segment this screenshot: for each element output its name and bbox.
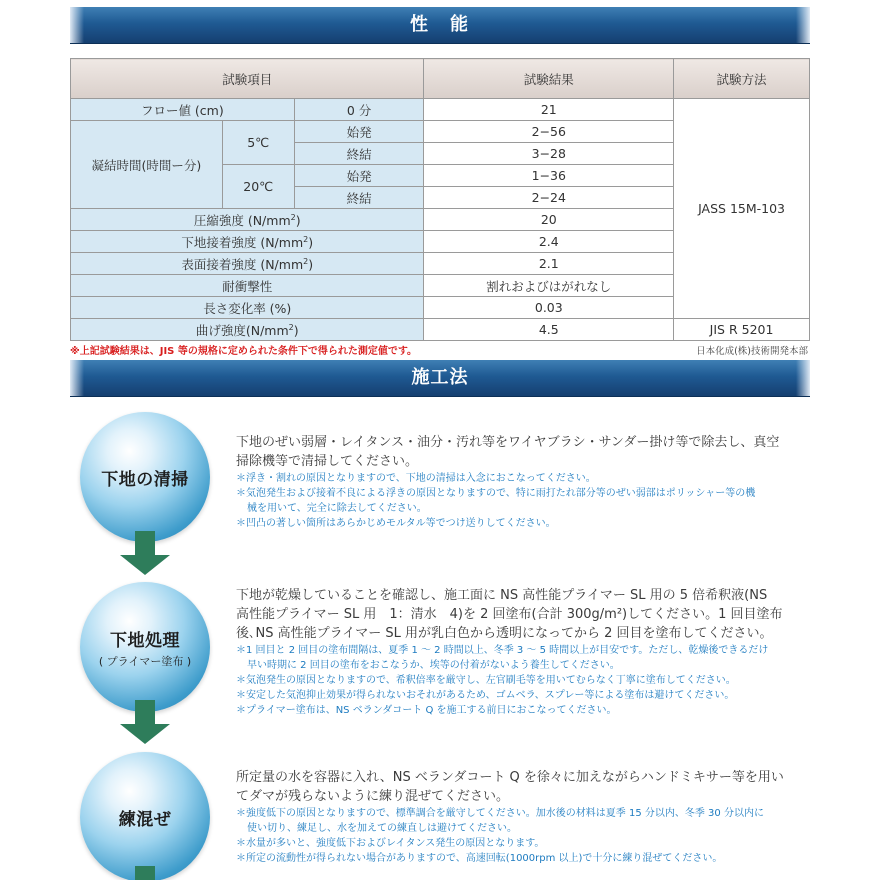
construction-title: 施工法 [411,367,469,388]
test-conditions-note: ※上記試験結果は、JIS 等の規格に定められた条件下で得られた測定値です。 [70,346,418,357]
step-circle-cleaning [80,412,210,542]
step-note: 械を用いて、完全に除去してください。 [247,503,427,514]
compressive-strength-label: 圧縮強度 $(N/mm^2)$ [71,209,424,231]
bending-strength-label: 曲げ強度$(N/mm^2)$ [71,319,424,341]
performance-title: 性 能 [410,14,470,35]
step-note: ＊安定した気泡抑止効果が得られないおそれがあるため、ゴムベラ、スプレー等による塗布は避けてください。 [236,690,735,701]
setting-5c-initial-value: 2−56 [424,121,674,143]
performance-banner [70,7,810,43]
compressive-strength-value: 20 [424,209,674,231]
surface-adhesion-value: 2.1 [424,253,674,275]
step-description: 下地が乾燥していることを確認し、施工面に NS 高性能プライマー SL 用の 5 倍希釈液(NS 高性能プライマー SL 用 1：清水 4)を 2 回塗布(合計 300g/m²)してください。1 回目塗布後､NS 高性能プライマー SL 用が乳白色から透明になってから 2 回目を塗布してください。 [236,588,783,641]
length-change-value: 0.03 [424,297,674,319]
step-title: 練混ぜ [118,809,172,830]
step-note: 使い切り、練足し、水を加えての練直しは避けてください。 [247,823,517,834]
method-jass: JASS 15M-103 [674,99,810,319]
step-note: ＊凹凸の著しい箇所はあらかじめモルタル等でつけ送りしてください。 [236,518,556,529]
step-note: ＊強度低下の原因となりますので、標準調合を厳守してください。加水後の材料は夏季 15 分以内、冬季 30 分以内に [236,808,764,819]
bending-strength-value: 4.5 [424,319,674,341]
impact-resistance-value: 割れおよびはがれなし [424,275,674,297]
step-title: 下地の清掃 [101,469,189,490]
table-row [71,319,810,341]
flow-sub-label: 0 分 [294,99,424,121]
step-subtitle: ( プライマー塗布 ) [98,654,192,668]
table-row [71,99,810,121]
temp-5c-label: 5℃ [222,121,294,165]
step-text-mixing [236,768,784,866]
step-text-primer [236,586,784,718]
temp-20c-label: 20℃ [222,165,294,209]
header-method: 試験方法 [674,59,810,99]
setting-20c-final-value: 2−24 [424,187,674,209]
base-adhesion-label: 下地接着強度 $(N/mm^2)$ [71,231,424,253]
initial-label: 始発 [294,165,424,187]
step-circle-primer [80,582,210,712]
step-note: ＊浮き・割れの原因となりますので、下地の清掃は入念におこなってください。 [236,473,596,484]
header-item: 試験項目 [71,59,424,99]
setting-time-label: 凝結時間(時間ー分) [71,121,223,209]
down-arrow-icon [135,866,155,880]
flow-value: 21 [424,99,674,121]
step-note: 早い時期に 2 回目の塗布をおこなうか、埃等の付着がないよう養生してください。 [247,660,620,671]
header-result: 試験結果 [424,59,674,99]
setting-20c-initial-value: 1−36 [424,165,674,187]
length-change-label: 長さ変化率 (%) [71,297,424,319]
performance-table [70,58,810,341]
source-credit: 日本化成(株)技術開発本部 [696,346,808,357]
down-arrow-icon [120,531,170,575]
step-description: 所定量の水を容器に入れ、NS ベランダコート Q を徐々に加えながらハンドミキサー等を用いてダマが残らないように練り混ぜてください。 [236,770,784,804]
surface-adhesion-label: 表面接着強度 $(N/mm^2)$ [71,253,424,275]
flow-label: フロー値 (cm) [71,99,295,121]
setting-5c-final-value: 3−28 [424,143,674,165]
table-header-row [71,59,810,99]
step-note: ＊所定の流動性が得られない場合がありますので、高速回転(1000rpm 以上)で十分に練り混ぜてください。 [236,853,723,864]
step-title: 下地処理 [110,630,180,651]
base-adhesion-value: 2.4 [424,231,674,253]
step-note: ＊1 回目と 2 回目の塗布間隔は、夏季 1 〜 2 時間以上、冬季 3 〜 5 時間以上が目安です。ただし、乾燥後できるだけ [236,645,769,656]
step-description: 下地のぜい弱層・レイタンス・油分・汚れ等をワイヤブラシ・サンダー掛け等で除去し、真空掃除機等で清掃してください。 [236,435,780,469]
step-note: ＊プライマー塗布は、NS ベランダコート Q を施工する前日におこなってください。 [236,705,617,716]
construction-banner [70,360,810,396]
final-label: 終結 [294,187,424,209]
step-note: ＊気泡発生の原因となりますので、希釈倍率を厳守し、左官刷毛等を用いてむらなく丁寧に塗布してください。 [236,675,736,686]
final-label: 終結 [294,143,424,165]
down-arrow-icon [120,700,170,744]
initial-label: 始発 [294,121,424,143]
impact-resistance-label: 耐衝撃性 [71,275,424,297]
step-text-cleaning [236,433,784,531]
step-circle-mixing [80,752,210,880]
step-note: ＊水量が多いと、強度低下およびレイタンス発生の原因となります。 [236,838,545,849]
step-note: ＊気泡発生および接着不良による浮きの原因となりますので、特に雨打たれ部分等のぜい弱部はポリッシャー等の機 [236,488,756,499]
method-jis: JIS R 5201 [674,319,810,341]
